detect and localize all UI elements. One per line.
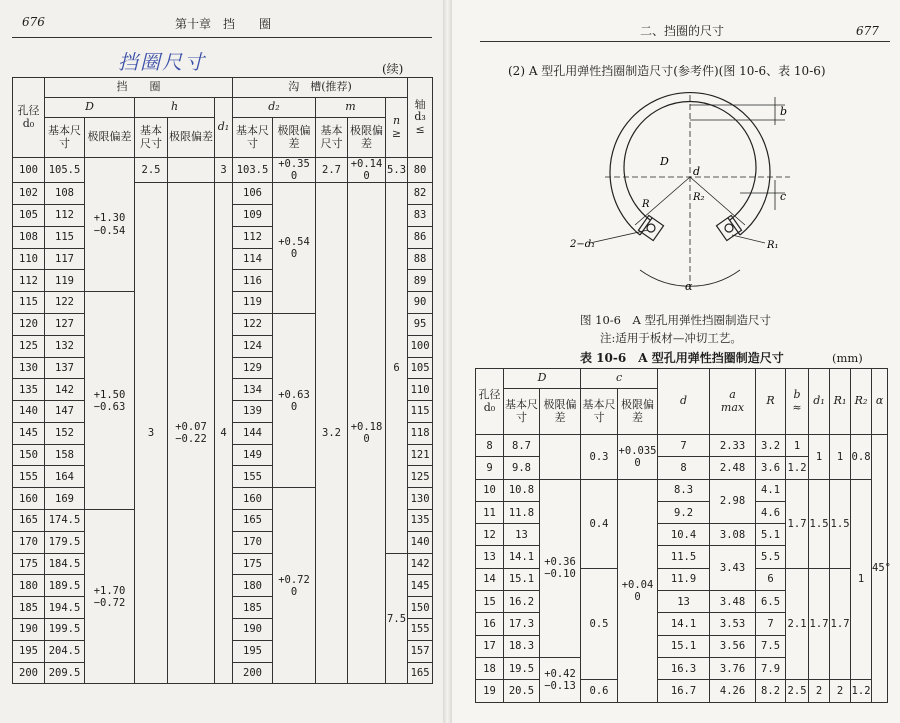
fig-label-b: b	[780, 105, 788, 118]
retaining-ring-figure	[570, 85, 820, 295]
d1-cell: 1	[809, 435, 830, 480]
d2-basic-cell: 103.5	[233, 158, 273, 183]
d0-cell: 11	[476, 501, 504, 523]
fig-label-d: d	[693, 165, 701, 178]
shaft-header: 轴	[414, 97, 426, 111]
figure-note: 注:适用于板材—冲切工艺。	[600, 331, 742, 345]
D-limit-header: 极限偏差	[540, 389, 581, 435]
d3-cell: 80	[408, 158, 433, 183]
D-basic-cell: 10.8	[504, 479, 540, 501]
D-tolerance-cell	[540, 435, 581, 480]
d1-header: d₁	[215, 98, 233, 158]
d1-cell: 3	[215, 158, 233, 183]
d0-cell: 200	[13, 662, 45, 684]
d0-cell: 125	[13, 335, 45, 357]
R-cell: 3.6	[756, 457, 786, 479]
d2-basic-header: 基本尺寸	[233, 118, 273, 158]
d2-basic-cell: 200	[233, 662, 273, 684]
table-row	[476, 680, 888, 702]
D-basic-cell: 152	[45, 422, 85, 444]
c-limit-header: 极限偏差	[618, 389, 658, 435]
figure-caption: 图 10-6 A 型孔用弹性挡圈制造尺寸	[580, 313, 771, 327]
table-unit: (mm)	[832, 351, 863, 365]
d-cell: 15.1	[658, 635, 710, 657]
R1-cell: 1.5	[830, 479, 851, 568]
D-header: D	[45, 98, 135, 118]
D-basic-cell: 122	[45, 292, 85, 314]
h-header: h	[135, 98, 215, 118]
table-row	[13, 158, 433, 183]
n-header: n	[392, 113, 401, 127]
R-cell: 5.1	[756, 524, 786, 546]
left-chapter-title: 第十章 挡 圈	[175, 17, 272, 31]
c-basic-cell: 0.3	[581, 435, 618, 480]
a-cell: 2.98	[710, 479, 756, 524]
D-basic-cell: 132	[45, 335, 85, 357]
d3-cell: 145	[408, 575, 433, 597]
m-tolerance-cell: +0.18 0	[348, 183, 386, 684]
d3-cell: 83	[408, 204, 433, 226]
left-header-rule	[12, 37, 432, 38]
d2-basic-cell: 144	[233, 422, 273, 444]
d0-cell: 145	[13, 422, 45, 444]
fig-label-R2: R₂	[693, 192, 705, 203]
D-tolerance-cell: +0.42 −0.13	[540, 657, 581, 702]
d2-basic-cell: 122	[233, 313, 273, 335]
D-basic-cell: 137	[45, 357, 85, 379]
d2-basic-cell: 129	[233, 357, 273, 379]
d-cell: 14.1	[658, 613, 710, 635]
d3-cell: 105	[408, 357, 433, 379]
d2-basic-cell: 170	[233, 531, 273, 553]
lug-hole-left	[647, 224, 655, 232]
d0-cell: 12	[476, 524, 504, 546]
d2-basic-cell: 119	[233, 292, 273, 314]
d3-cell: 118	[408, 422, 433, 444]
handwritten-note: 挡圈尺寸	[118, 50, 206, 74]
R-cell: 3.2	[756, 435, 786, 457]
r-alpha-header: α	[872, 369, 888, 435]
D-basic-cell: 20.5	[504, 680, 540, 702]
d2-basic-cell: 149	[233, 444, 273, 466]
r-d1-header: d₁	[809, 369, 830, 435]
d2-basic-cell: 114	[233, 248, 273, 270]
D-tolerance-cell: +1.50 −0.63	[85, 292, 135, 510]
d3-cell: 135	[408, 510, 433, 532]
right-header-rule	[480, 41, 890, 42]
right-section-title: 二、挡圈的尺寸	[640, 24, 725, 38]
h-limit-header: 极限偏差	[168, 118, 215, 158]
d2-header: d₂	[233, 98, 316, 118]
fig-label-R1: R₁	[767, 240, 779, 251]
D-basic-cell: 105.5	[45, 158, 85, 183]
d0-cell: 180	[13, 575, 45, 597]
D-basic-header: 基本尺寸	[45, 118, 85, 158]
a-cell: 3.53	[710, 613, 756, 635]
d2-tolerance-cell: +0.72 0	[273, 488, 316, 684]
m-basic-header: 基本尺寸	[316, 118, 348, 158]
c-tolerance-cell: +0.04 0	[618, 479, 658, 702]
d1-cell: 2	[809, 680, 830, 702]
R-cell: 6	[756, 568, 786, 590]
d3-cell: 140	[408, 531, 433, 553]
fig-label-D: D	[660, 155, 669, 168]
d0-cell: 100	[13, 158, 45, 183]
fig-label-d1: 2−d₁	[570, 239, 596, 250]
a-cell: 3.56	[710, 635, 756, 657]
continued-label: (续)	[382, 62, 404, 76]
h-basic-header: 基本尺寸	[135, 118, 168, 158]
d3-cell: 82	[408, 183, 433, 205]
d0-cell: 130	[13, 357, 45, 379]
m-limit-header: 极限偏差	[348, 118, 386, 158]
d3-cell: 115	[408, 401, 433, 423]
c-basic-header: 基本尺寸	[581, 389, 618, 435]
D-basic-cell: 169	[45, 488, 85, 510]
d3-cell: 121	[408, 444, 433, 466]
d2-basic-cell: 195	[233, 640, 273, 662]
d0-cell: 18	[476, 657, 504, 679]
R-cell: 7	[756, 613, 786, 635]
c-basic-cell: 0.5	[581, 568, 618, 679]
d3-le-symbol: ≤	[415, 122, 425, 136]
d3-cell: 142	[408, 553, 433, 575]
R-cell: 7.5	[756, 635, 786, 657]
D-tolerance-cell: +1.30 −0.54	[85, 158, 135, 292]
d-cell: 16.3	[658, 657, 710, 679]
D-tolerance-cell: +1.70 −0.72	[85, 510, 135, 684]
table-row	[13, 183, 433, 205]
alpha-cell: 45°	[872, 435, 888, 703]
table-row	[476, 568, 888, 590]
section-heading: (2) A 型孔用弹性挡圈制造尺寸(参考件)(图 10-6、表 10-6)	[508, 64, 826, 78]
d0-cell: 135	[13, 379, 45, 401]
d3-cell: 150	[408, 597, 433, 619]
d2-tolerance-cell: +0.35 0	[273, 158, 316, 183]
c-basic-cell: 0.6	[581, 680, 618, 702]
d2-basic-cell: 160	[233, 488, 273, 510]
b-cell: 2.1	[786, 568, 809, 679]
r-a-header: a	[729, 387, 736, 401]
d2-basic-cell: 134	[233, 379, 273, 401]
d0-cell: 13	[476, 546, 504, 568]
b-cell: 1	[786, 435, 809, 457]
d0-cell: 155	[13, 466, 45, 488]
table-title: 表 10-6 A 型孔用弹性挡圈制造尺寸	[580, 351, 784, 365]
d2-basic-cell: 106	[233, 183, 273, 205]
r-c-header: c	[581, 369, 658, 389]
d0-cell: 112	[13, 270, 45, 292]
d3-cell: 110	[408, 379, 433, 401]
r-a-max: max	[720, 400, 745, 414]
d0-cell: 115	[13, 292, 45, 314]
D-basic-cell: 15.1	[504, 568, 540, 590]
left-dimension-table	[12, 77, 433, 684]
fig-label-c: c	[780, 190, 787, 203]
d0-cell: 16	[476, 613, 504, 635]
d0-cell: 185	[13, 597, 45, 619]
d-cell: 11.5	[658, 546, 710, 568]
D-basic-cell: 174.5	[45, 510, 85, 532]
groove-header: 沟 槽(推荐)	[233, 78, 408, 98]
D-basic-cell: 11.8	[504, 501, 540, 523]
D-basic-cell: 184.5	[45, 553, 85, 575]
d2-basic-cell: 124	[233, 335, 273, 357]
D-tolerance-cell: +0.36 −0.10	[540, 479, 581, 657]
D-basic-cell: 18.3	[504, 635, 540, 657]
R2-cell: 0.8	[851, 435, 872, 480]
d0-cell: 195	[13, 640, 45, 662]
d2-basic-cell: 180	[233, 575, 273, 597]
n-cell: 5.3	[386, 158, 408, 183]
D-limit-header: 极限偏差	[85, 118, 135, 158]
book-gutter	[443, 0, 452, 723]
d0-cell: 10	[476, 479, 504, 501]
left-page-number: 676	[22, 15, 45, 29]
D-basic-cell: 204.5	[45, 640, 85, 662]
c-tolerance-cell: +0.035 0	[618, 435, 658, 480]
D-basic-cell: 209.5	[45, 662, 85, 684]
D-basic-cell: 189.5	[45, 575, 85, 597]
d0-cell: 140	[13, 401, 45, 423]
d0-cell: 15	[476, 591, 504, 613]
r-b-approx: ≈	[792, 400, 802, 414]
D-basic-header: 基本尺寸	[504, 389, 540, 435]
d0-cell: 19	[476, 680, 504, 702]
r-hole-header: 孔径	[478, 387, 501, 401]
d3-cell: 130	[408, 488, 433, 510]
D-basic-cell: 8.7	[504, 435, 540, 457]
R-cell: 4.1	[756, 479, 786, 501]
d0-cell: 160	[13, 488, 45, 510]
d0-cell: 17	[476, 635, 504, 657]
b-cell: 2.5	[786, 680, 809, 702]
right-dimension-table	[475, 368, 891, 703]
D-basic-cell: 16.2	[504, 591, 540, 613]
R-cell: 5.5	[756, 546, 786, 568]
d3-cell: 165	[408, 662, 433, 684]
d-cell: 8	[658, 457, 710, 479]
D-basic-cell: 179.5	[45, 531, 85, 553]
D-basic-cell: 19.5	[504, 657, 540, 679]
d2-basic-cell: 175	[233, 553, 273, 575]
d1-cell: 1.7	[809, 568, 830, 679]
d0-cell: 14	[476, 568, 504, 590]
D-basic-cell: 127	[45, 313, 85, 335]
d3-cell: 155	[408, 619, 433, 641]
h-basic-cell: 3	[135, 183, 168, 684]
D-basic-cell: 194.5	[45, 597, 85, 619]
d-cell: 10.4	[658, 524, 710, 546]
d3-cell: 88	[408, 248, 433, 270]
m-header: m	[316, 98, 386, 118]
d3-cell: 157	[408, 640, 433, 662]
d-cell: 7	[658, 435, 710, 457]
a-cell: 4.26	[710, 680, 756, 702]
D-basic-cell: 158	[45, 444, 85, 466]
d0-cell: 9	[476, 457, 504, 479]
m-tolerance-cell: +0.14 0	[348, 158, 386, 183]
d3-cell: 95	[408, 313, 433, 335]
r-D-header: D	[504, 369, 581, 389]
d2-basic-cell: 155	[233, 466, 273, 488]
a-cell: 3.08	[710, 524, 756, 546]
R1-cell: 1	[830, 435, 851, 480]
fig-label-alpha: α	[685, 280, 693, 293]
D-basic-cell: 199.5	[45, 619, 85, 641]
d3-header: d₃	[414, 110, 426, 124]
b-cell: 1.7	[786, 479, 809, 568]
R-cell: 4.6	[756, 501, 786, 523]
d-cell: 9.2	[658, 501, 710, 523]
h-tolerance-cell	[168, 158, 215, 183]
r-R-header: R	[756, 369, 786, 435]
D-basic-cell: 14.1	[504, 546, 540, 568]
R-cell: 7.9	[756, 657, 786, 679]
D-basic-cell: 108	[45, 183, 85, 205]
r-R1-header: R₁	[830, 369, 851, 435]
d-cell: 8.3	[658, 479, 710, 501]
d2-tolerance-cell: +0.54 0	[273, 183, 316, 314]
D-basic-cell: 13	[504, 524, 540, 546]
d0-cell: 165	[13, 510, 45, 532]
lug-hole-right	[725, 224, 733, 232]
D-basic-cell: 119	[45, 270, 85, 292]
D-basic-cell: 164	[45, 466, 85, 488]
m-basic-cell: 3.2	[316, 183, 348, 684]
r-b-header: b	[793, 387, 801, 401]
d2-basic-cell: 112	[233, 226, 273, 248]
D-basic-cell: 115	[45, 226, 85, 248]
ring-header: 挡 圈	[45, 78, 233, 98]
hole-header: 孔径	[17, 103, 40, 117]
d-cell: 11.9	[658, 568, 710, 590]
D-basic-cell: 147	[45, 401, 85, 423]
d0-cell: 170	[13, 531, 45, 553]
a-cell: 3.48	[710, 591, 756, 613]
d2-limit-header: 极限偏差	[273, 118, 316, 158]
d0-header: d₀	[22, 116, 35, 130]
d1-cell: 4	[215, 183, 233, 684]
d2-basic-cell: 116	[233, 270, 273, 292]
d2-basic-cell: 139	[233, 401, 273, 423]
b-cell: 1.2	[786, 457, 809, 479]
table-row	[476, 479, 888, 501]
d2-tolerance-cell: +0.63 0	[273, 313, 316, 487]
n-cell: 6	[386, 183, 408, 554]
d0-cell: 108	[13, 226, 45, 248]
d0-cell: 110	[13, 248, 45, 270]
d3-cell: 89	[408, 270, 433, 292]
D-basic-cell: 112	[45, 204, 85, 226]
R-cell: 8.2	[756, 680, 786, 702]
table-row	[476, 435, 888, 457]
c-basic-cell: 0.4	[581, 479, 618, 568]
right-page-number: 677	[856, 24, 879, 38]
R2-cell: 1.2	[851, 680, 872, 702]
R-cell: 6.5	[756, 591, 786, 613]
a-cell: 2.48	[710, 457, 756, 479]
d0-cell: 120	[13, 313, 45, 335]
m-basic-cell: 2.7	[316, 158, 348, 183]
D-basic-cell: 9.8	[504, 457, 540, 479]
D-basic-cell: 117	[45, 248, 85, 270]
d3-cell: 86	[408, 226, 433, 248]
n-ge-symbol: ≥	[391, 126, 402, 140]
a-cell: 3.76	[710, 657, 756, 679]
d0-cell: 150	[13, 444, 45, 466]
d0-cell: 190	[13, 619, 45, 641]
d2-basic-cell: 190	[233, 619, 273, 641]
n-cell: 7.5	[386, 553, 408, 684]
r-d-header: d	[658, 369, 710, 435]
R1-cell: 2	[830, 680, 851, 702]
d3-cell: 125	[408, 466, 433, 488]
d2-basic-cell: 185	[233, 597, 273, 619]
d0-cell: 8	[476, 435, 504, 457]
a-cell: 2.33	[710, 435, 756, 457]
d1-cell: 1.5	[809, 479, 830, 568]
r-d0-header: d₀	[483, 400, 496, 414]
d-cell: 13	[658, 591, 710, 613]
r-R2-header: R₂	[851, 369, 872, 435]
a-cell: 3.43	[710, 546, 756, 591]
D-basic-cell: 17.3	[504, 613, 540, 635]
fig-label-R: R	[642, 199, 650, 210]
d3-cell: 90	[408, 292, 433, 314]
h-tolerance-cell: +0.07 −0.22	[168, 183, 215, 684]
d0-cell: 105	[13, 204, 45, 226]
D-basic-cell: 142	[45, 379, 85, 401]
d0-cell: 175	[13, 553, 45, 575]
d3-cell: 100	[408, 335, 433, 357]
R2-cell: 1	[851, 479, 872, 680]
d0-cell: 102	[13, 183, 45, 205]
d-cell: 16.7	[658, 680, 710, 702]
d2-basic-cell: 109	[233, 204, 273, 226]
h-basic-cell: 2.5	[135, 158, 168, 183]
d2-basic-cell: 165	[233, 510, 273, 532]
R1-cell: 1.7	[830, 568, 851, 679]
